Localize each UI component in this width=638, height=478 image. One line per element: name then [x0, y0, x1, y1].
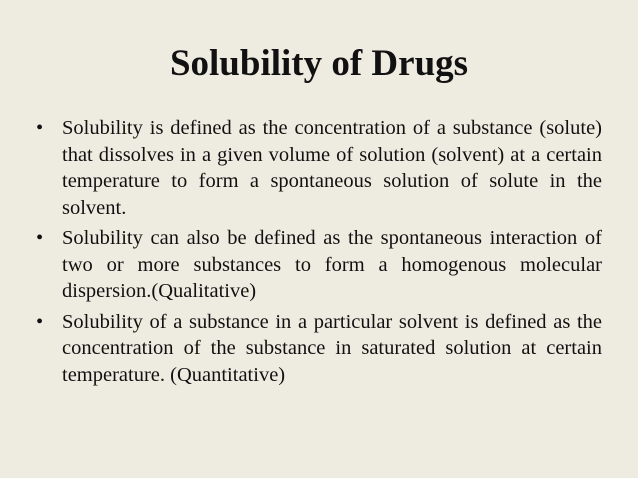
- bullet-item-qualitative: [36, 225, 602, 305]
- bullet-item-definition: [36, 115, 602, 221]
- bullet-text: Solubility is defined as the concentration of a substance (solute) that dissolves in a given volume of solution (solvent) at a certain temperature to form a spontaneous solution of solute in the solvent.: [62, 117, 602, 219]
- bullet-icon: •: [36, 227, 44, 249]
- slide-title: Solubility of Drugs: [169, 43, 469, 84]
- bullet-icon: •: [36, 310, 44, 333]
- bullet-list: [36, 115, 602, 392]
- bullet-item-quantitative: [36, 309, 602, 389]
- bullet-text: Solubility of a substance in a particular solvent is defined as the concentration of the substance in saturated solution at certain temperature. (Quantitative): [62, 310, 602, 386]
- bullet-icon: •: [36, 117, 44, 139]
- bullet-text: Solubility can also be defined as the spontaneous interaction of two or more substances to form a homogenous molecular dispersion.(Qualitative): [62, 227, 602, 302]
